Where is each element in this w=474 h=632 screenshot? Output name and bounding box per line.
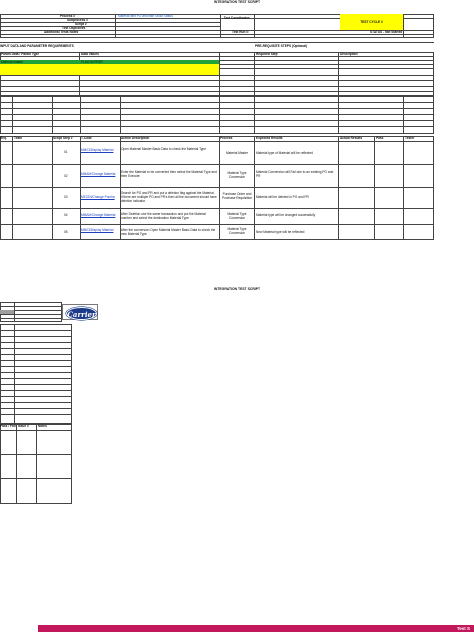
carrier-logo-text: Carrier — [67, 309, 96, 319]
process-label: Process # — [60, 14, 76, 18]
step-row-4-expected: Material type will be changed successfully — [256, 213, 316, 217]
param-col-type: Param Data / Param Type — [1, 52, 40, 56]
param-col-value: Data Values — [81, 52, 99, 56]
step-row-5-step: 05 — [64, 230, 68, 234]
footer-bar — [38, 625, 474, 632]
step-row-3-process: Purchase Order and Purchase Requisition — [221, 192, 253, 200]
steps-col-req: Req. — [0, 136, 7, 140]
param-row1-value: FLAG IN PRDT — [81, 60, 103, 64]
step-row-4-step: 04 — [64, 213, 68, 217]
subprocess-label: Subprocess # — [67, 18, 88, 22]
steps-col-tcode: T-Code — [81, 136, 92, 140]
step-row-2-expected: Material Conversion will Fail due to an existing PO and PR — [256, 170, 334, 178]
test-coordinator-label: Test Coordinator: — [223, 16, 251, 20]
step-row-1-tcode[interactable]: MM03/Display Material — [81, 148, 114, 152]
steps-col-expected: Expected Results — [256, 136, 283, 140]
page2-grey-cell — [0, 310, 14, 314]
step-row-2-step: 02 — [64, 174, 68, 178]
step-row-3-tcode[interactable]: ME22N/Change Purcha — [81, 195, 115, 199]
page-title: INTEGRATION TEST SCRIPT — [213, 0, 261, 4]
status-label: STATUS - Not Started — [370, 30, 403, 34]
param-col-desc: Description — [340, 52, 358, 56]
step-row-2-tcode[interactable]: MMAM/Change Material — [81, 172, 116, 176]
step-row-5-expected: New Material type will be reflected — [256, 230, 305, 234]
param-yellow-rows — [0, 64, 219, 75]
steps-col-actual: Actual Results — [340, 136, 363, 140]
steps-col-team: Team — [14, 136, 23, 140]
issue-label: Issue # — [18, 424, 29, 428]
carrier-logo-oval — [66, 307, 97, 320]
steps-col-tester: Tester — [405, 136, 415, 140]
step-row-3-action: Search for PO and PR and put a deletion flag against the Material, if there are multiple PO and PR's then all the document should have deletion indicator. — [121, 191, 217, 203]
step-row-5-process: Material Type Conversion — [227, 227, 247, 235]
step-row-4-process: Material Type Conversion — [227, 212, 247, 220]
pass-fail-label: Pass / Fail — [0, 424, 16, 428]
step-row-5-tcode[interactable]: MM03/Display Material — [81, 228, 114, 232]
prereq-heading: PRE-REQUISITE STEPS (Optional) — [255, 44, 308, 48]
test-objectives-label: Test Objectives — [62, 26, 86, 30]
carrier-logo — [62, 304, 98, 320]
steps-col-pass: Pass — [376, 136, 384, 140]
test-cycle-label: TEST CYCLE # — [360, 20, 383, 24]
steps-col-step: Script Step # — [53, 136, 73, 140]
page2-title: INTEGRATION TEST SCRIPT — [213, 287, 261, 291]
input-data-heading: INPUT DATA AND PARAMETER REQUIREMENTS — [0, 44, 74, 48]
param-col-step: Required Step — [256, 52, 278, 56]
step-row-1-expected: Material type of Material will be reflected — [256, 151, 313, 155]
steps-col-process: Process — [220, 136, 233, 140]
additional-notes-label: Additional Tests Notes — [44, 30, 79, 34]
param-row1-type: Material master — [1, 60, 23, 64]
footer-text: Test S — [456, 626, 470, 631]
step-row-4-tcode[interactable]: MMAM/Change Material — [81, 213, 116, 217]
test-run-label: Test Run #: — [232, 30, 250, 34]
script-label: Script # — [75, 22, 87, 26]
step-row-1-step: 01 — [64, 150, 68, 154]
steps-col-action: Action Description — [121, 136, 150, 140]
step-row-3-step: 03 — [64, 195, 68, 199]
notes-label: Notes — [38, 424, 47, 428]
process-value: Material with PO and with Stock Status — [118, 14, 173, 18]
step-row-3-expected: Material will be deleted in PO and PR — [256, 195, 309, 199]
step-row-2-action: Enter the Material to be converted then select the Material Type and then Execute — [121, 170, 217, 178]
step-row-5-action: After the conversion Open Material Master Basic Data to check the new Material Type — [121, 228, 216, 236]
step-row-1-action: Open Material Master Basic Data to check the Material Type — [121, 147, 206, 151]
step-row-1-process: Material Master — [226, 151, 248, 155]
page2-rows — [0, 324, 72, 424]
step-row-2-process: Material Type Conversion — [227, 171, 247, 179]
step-row-4-action: After Deletion use the same transaction and put the Material number and select the destination Material Type — [121, 212, 206, 220]
